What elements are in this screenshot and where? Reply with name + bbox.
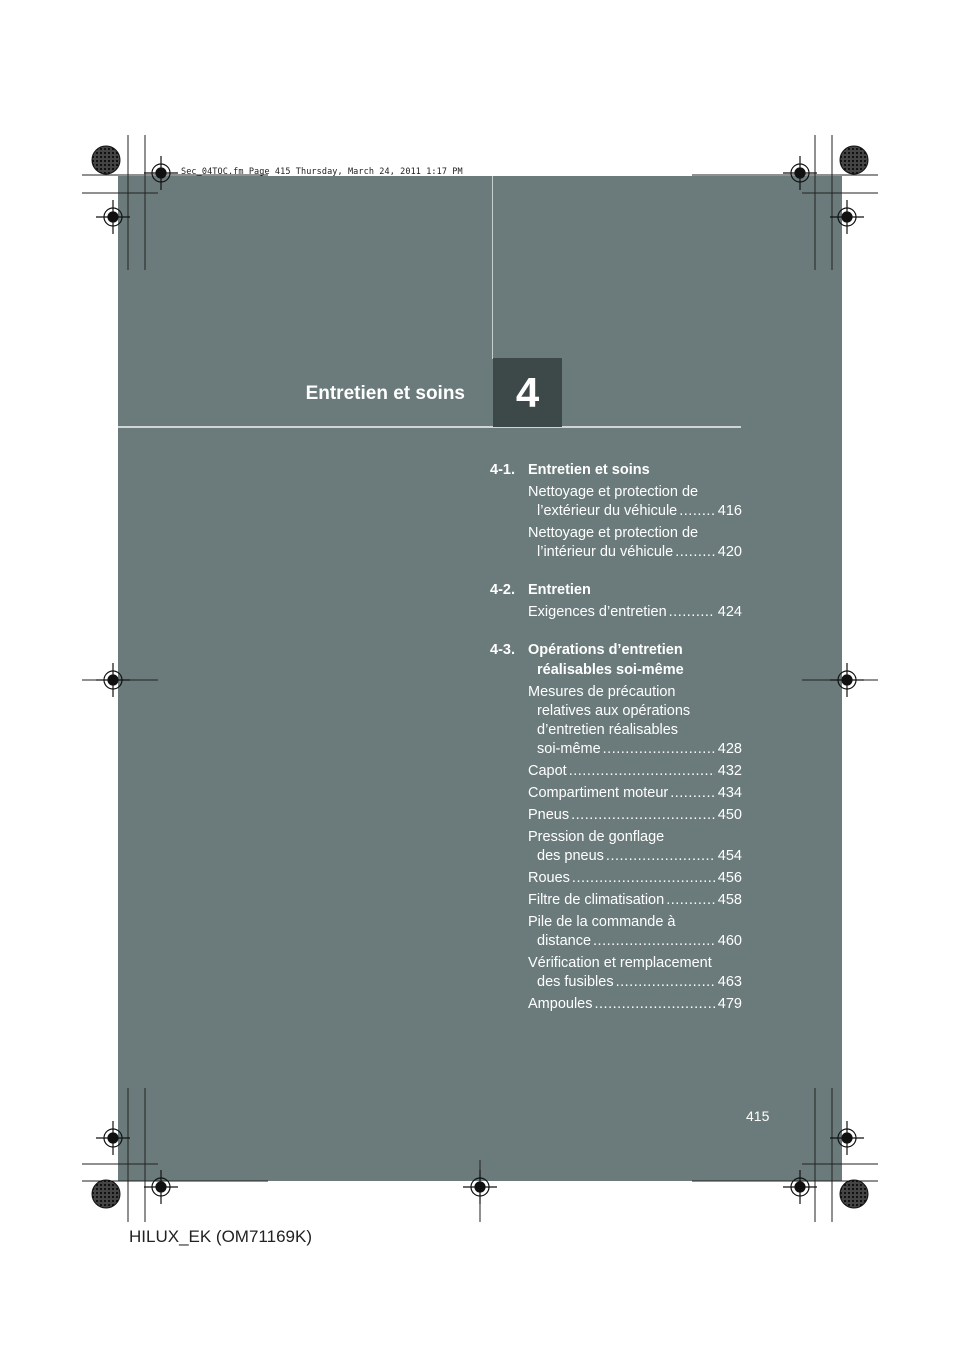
- toc-page-ref: 456: [717, 870, 742, 886]
- footer-model-code: HILUX_EK (OM71169K): [129, 1227, 312, 1246]
- section-title-line: réalisables soi-même: [537, 662, 684, 678]
- dot-leader: [679, 502, 715, 521]
- dot-leader: [675, 543, 715, 562]
- dot-leader: [571, 806, 715, 825]
- toc-entry-line: [528, 543, 742, 562]
- toc-entry-text: Exigences d’entretien: [528, 604, 667, 620]
- toc-entry-text: Filtre de climatisation: [528, 892, 665, 908]
- section-number: 4-2.: [490, 582, 515, 598]
- section-title: [528, 580, 742, 600]
- chapter-title: Entretien et soins: [305, 383, 465, 404]
- dot-leader: [594, 995, 714, 1014]
- toc-entry-text: Nettoyage et protection de: [528, 525, 699, 541]
- toc-entry-line: [528, 524, 742, 543]
- toc-entry-line: [528, 702, 742, 721]
- toc-entry-line: [528, 891, 742, 910]
- toc-entry-line: [528, 869, 742, 888]
- toc-page-ref: 420: [717, 544, 742, 560]
- toc-page-ref: 432: [717, 763, 742, 779]
- toc-entry-line: [528, 740, 742, 759]
- toc-entry-line: [528, 954, 742, 973]
- section-heading: [490, 580, 742, 600]
- toc-entry-line: [528, 683, 742, 702]
- section-title-line: Opérations d’entretien: [528, 642, 683, 658]
- toc-section: [490, 640, 742, 1014]
- toc-entry[interactable]: [528, 806, 742, 825]
- toc-entry-text: l’extérieur du véhicule: [537, 503, 678, 519]
- toc-entry-line: [528, 502, 742, 521]
- section-number: 4-1.: [490, 462, 515, 478]
- toc-entry-text: d’entretien réalisables: [537, 722, 679, 738]
- toc-entry-line: [528, 995, 742, 1014]
- dot-leader: [603, 740, 715, 759]
- dot-leader: [606, 847, 715, 866]
- header-rule: [118, 426, 741, 428]
- toc-page-ref: 460: [717, 933, 742, 949]
- toc-entry-text: Nettoyage et protection de: [528, 484, 699, 500]
- toc-entry-text: relatives aux opérations: [537, 703, 691, 719]
- toc-entry-text: distance: [537, 933, 592, 949]
- toc-entry[interactable]: [528, 869, 742, 888]
- toc-entry-text: Compartiment moteur: [528, 785, 669, 801]
- toc-entry-line: [528, 932, 742, 951]
- toc-entry-text: des fusibles: [537, 974, 614, 990]
- toc-section: [490, 580, 742, 622]
- toc-entry-line: [528, 828, 742, 847]
- toc-entry-line: [528, 762, 742, 781]
- section-title: [528, 640, 742, 680]
- toc-entry-text: Capot: [528, 763, 567, 779]
- toc-entry-text: Pneus: [528, 807, 570, 823]
- toc-page-ref: 458: [717, 892, 742, 908]
- header-vertical-rule: [492, 176, 493, 359]
- toc-entry[interactable]: [528, 954, 742, 992]
- toc-entry-line: [528, 847, 742, 866]
- section-title-line: Entretien: [528, 582, 591, 598]
- toc-entry-text: Mesures de précaution: [528, 684, 676, 700]
- toc-entry-line: [528, 913, 742, 932]
- toc-entry-text: Roues: [528, 870, 570, 886]
- toc-entry-line: [528, 483, 742, 502]
- toc-entry-text: Pile de la commande à: [528, 914, 676, 930]
- toc-entry-text: Pression de gonflage: [528, 829, 665, 845]
- toc-entry-text: des pneus: [537, 848, 604, 864]
- toc-entry-line: [528, 806, 742, 825]
- toc-page-ref: 434: [717, 785, 742, 801]
- dot-leader: [616, 973, 715, 992]
- toc-entry[interactable]: [528, 995, 742, 1014]
- dot-leader: [666, 891, 715, 910]
- toc-entry[interactable]: [528, 891, 742, 910]
- toc-entry[interactable]: [528, 784, 742, 803]
- toc-page-ref: 463: [717, 974, 742, 990]
- section-heading: [490, 640, 742, 680]
- dot-leader: [569, 762, 715, 781]
- page-number: 415: [746, 1108, 770, 1124]
- toc-entry[interactable]: [528, 603, 742, 622]
- toc-entry[interactable]: [528, 913, 742, 951]
- toc-page-ref: 424: [717, 604, 742, 620]
- toc-entry[interactable]: [528, 683, 742, 759]
- section-number: 4-3.: [490, 642, 515, 658]
- toc-page-ref: 428: [717, 741, 742, 757]
- toc-section: [490, 460, 742, 562]
- dot-leader: [593, 932, 715, 951]
- section-heading: [490, 460, 742, 480]
- chapter-number-tab: 4: [493, 358, 562, 427]
- toc-entry-line: [528, 784, 742, 803]
- dot-leader: [572, 869, 715, 888]
- section-title-line: Entretien et soins: [528, 462, 650, 478]
- table-of-contents: [490, 460, 742, 1032]
- toc-entry-line: [528, 603, 742, 622]
- toc-page-ref: 454: [717, 848, 742, 864]
- toc-page-ref: 450: [717, 807, 742, 823]
- toc-entry-text: Vérification et remplacement: [528, 955, 712, 971]
- dot-leader: [669, 603, 715, 622]
- toc-entry-line: [528, 721, 742, 740]
- toc-entry[interactable]: [528, 762, 742, 781]
- toc-entry-text: Ampoules: [528, 996, 593, 1012]
- toc-entry[interactable]: [528, 524, 742, 562]
- toc-entry-line: [528, 973, 742, 992]
- toc-page-ref: 479: [717, 996, 742, 1012]
- section-title: [528, 460, 742, 480]
- toc-page-ref: 416: [717, 503, 742, 519]
- toc-entry-text: l’intérieur du véhicule: [537, 544, 674, 560]
- toc-entry[interactable]: [528, 828, 742, 866]
- toc-entry-text: soi-même: [537, 741, 601, 757]
- crop-info-text: Sec_04TOC.fm Page 415 Thursday, March 24, 2011 1:17 PM: [181, 167, 463, 177]
- toc-entry[interactable]: [528, 483, 742, 521]
- dot-leader: [670, 784, 715, 803]
